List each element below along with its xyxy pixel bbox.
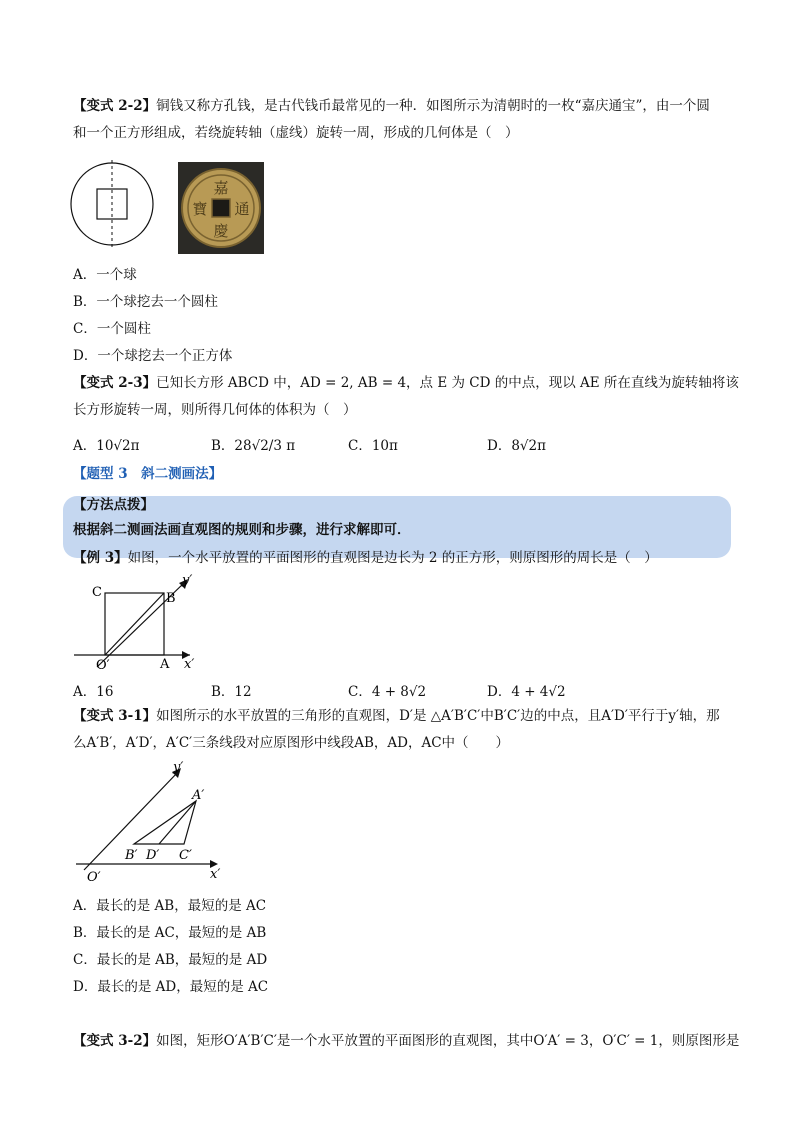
ex3-label-c: C	[92, 585, 102, 600]
coin-char-bottom: 慶	[213, 222, 229, 240]
q23-option-b: B．28√2/3 π	[211, 438, 296, 454]
q22-line1	[73, 97, 710, 115]
q31-label-a: A′	[192, 788, 205, 803]
coin-photo	[178, 162, 264, 254]
coin-char-top: 嘉	[213, 179, 229, 197]
q23-option-c: C．10π	[348, 438, 398, 454]
q22-option-a: A．一个球	[73, 267, 137, 283]
q23-option-d: D．8√2π	[487, 438, 546, 454]
q32-line	[73, 1032, 739, 1050]
q22-option-d: D．一个球挖去一个正方体	[73, 348, 233, 364]
q23-text1: 已知长方形 ABCD 中，AD = 2, AB = 4，点 E 为 CD 的中点，现以 AE 所在直线为旋转轴将该	[156, 375, 739, 391]
ex3-option-b: B．12	[211, 684, 252, 700]
coin-photo-svg	[178, 162, 264, 254]
ex3-option-a: A．16	[73, 684, 114, 700]
ex3-label-x: x′	[184, 657, 195, 672]
q31-line2: 么A′B′，A′D′，A′C′三条线段对应原图形中线段AB，AD，AC中（ ）	[73, 735, 510, 751]
ex3-line	[73, 549, 658, 567]
coin-diagram	[68, 160, 158, 250]
coin-char-left: 寶	[192, 200, 208, 218]
q22-option-c: C．一个圆柱	[73, 321, 151, 337]
q22-text1: 铜钱又称方孔钱，是古代钱币最常见的一种．如图所示为清朝时的一枚“嘉庆通宝”，由一个圆	[156, 98, 710, 114]
q31-label-y: y′	[173, 760, 184, 775]
q31-option-c: C．最长的是 AB，最短的是 AD	[73, 952, 268, 968]
q23-tag: 【变式 2-3】	[73, 375, 157, 391]
q31-text1: 如图所示的水平放置的三角形的直观图，D′是 △A′B′C′中B′C′边的中点，且A′D′平行于y′轴，那	[156, 708, 720, 724]
q22-line2: 和一个正方形组成，若绕旋转轴（虚线）旋转一周，形成的几何体是（ ）	[73, 125, 519, 141]
q32-text: 如图，矩形O′A′B′C′是一个水平放置的平面图形的直观图，其中O′A′ = 3，O′C′ = 1，则原图形是	[156, 1033, 740, 1049]
q22-tag: 【变式 2-2】	[73, 98, 157, 114]
ex3-label-b: B	[166, 591, 176, 606]
q31-line1	[73, 707, 720, 725]
method-text: 根据斜二测画法画直观图的规则和步骤，进行求解即可．	[73, 522, 411, 538]
q23-line1	[73, 374, 739, 392]
q31-label-x: x′	[210, 867, 221, 882]
q31-tag: 【变式 3-1】	[73, 708, 157, 724]
ex3-label-y: y′	[182, 573, 193, 588]
ex3-option-d: D．4 + 4√2	[487, 684, 566, 700]
q31-label-o: O′	[87, 870, 101, 885]
q23-option-a: A．10√2π	[73, 438, 140, 454]
q32-tag: 【变式 3-2】	[73, 1033, 157, 1049]
q23-line2: 长方形旋转一周，则所得几何体的体积为（ ）	[73, 402, 357, 418]
ex3-label-o: O′	[96, 658, 110, 672]
q31-label-d: D′	[146, 848, 160, 863]
q31-option-b: B．最长的是 AC，最短的是 AB	[73, 925, 267, 941]
ex3-text: 如图，一个水平放置的平面图形的直观图是边长为 2 的正方形，则原图形的周长是（ ）	[127, 550, 658, 566]
ex3-figure	[70, 572, 210, 672]
q31-label-b: B′	[125, 848, 138, 863]
coin-char-right: 通	[234, 200, 250, 218]
q31-figure	[70, 758, 230, 888]
q22-option-b: B．一个球挖去一个圆柱	[73, 294, 218, 310]
q31-label-c: C′	[179, 848, 192, 863]
ex3-option-c: C．4 + 8√2	[348, 684, 427, 700]
q31-option-a: A．最长的是 AB，最短的是 AC	[73, 898, 267, 914]
method-title: 【方法点拨】	[73, 497, 154, 513]
q31-option-d: D．最长的是 AD，最短的是 AC	[73, 979, 269, 995]
ex3-label-a: A	[160, 657, 170, 672]
ex3-tag: 【例 3】	[73, 550, 128, 566]
type3-heading: 【题型 3 斜二测画法】	[73, 466, 223, 482]
